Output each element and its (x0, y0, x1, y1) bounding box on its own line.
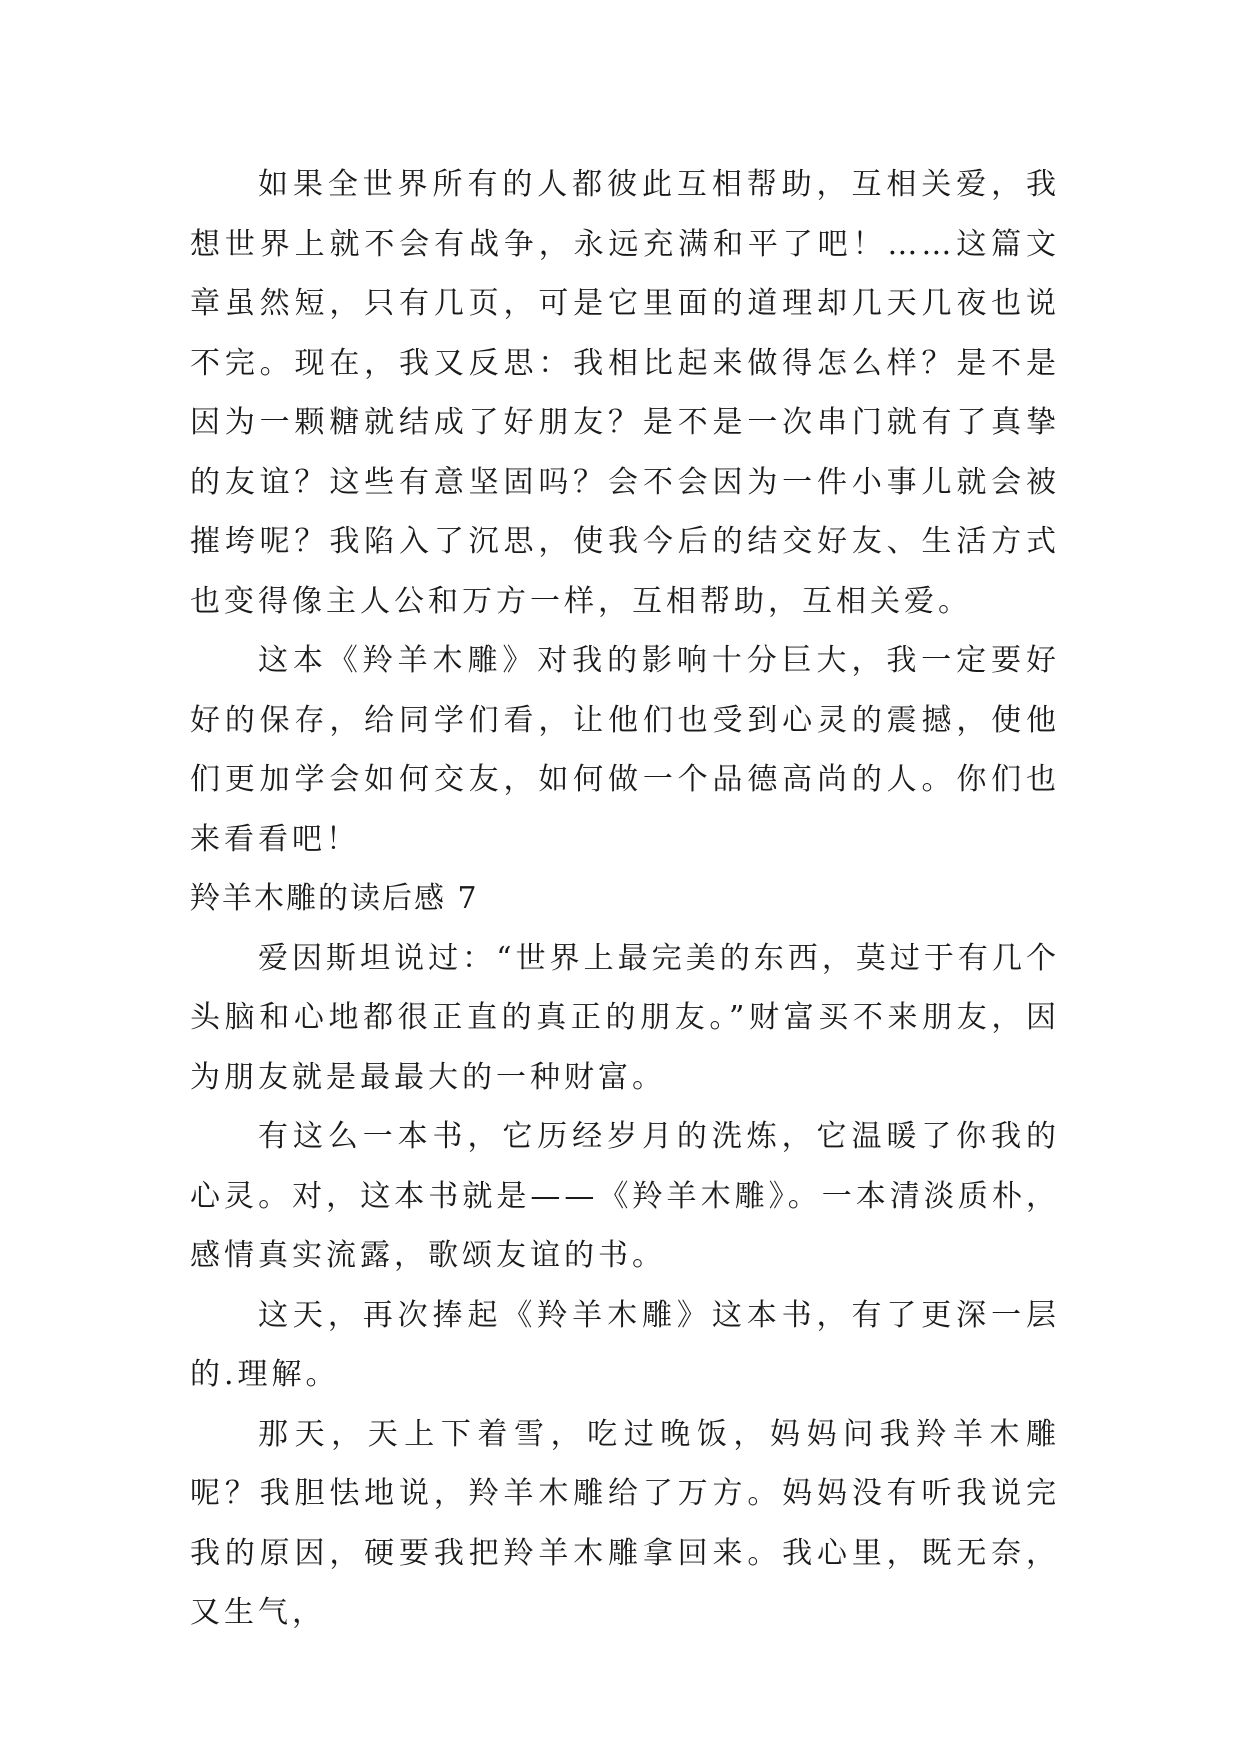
section-heading: 羚羊木雕的读后感 7 (190, 881, 479, 916)
document-body (190, 155, 1060, 1643)
paragraph: 如果全世界所有的人都彼此互相帮助，互相关爱，我想世界上就不会有战争，永远充满和平了吧！……这篇文章虽然短，只有几页，可是它里面的道理却几天几夜也说不完。现在，我又反思：我相比起来做得怎么样？是不是因为一颗糖就结成了好朋友？是不是一次串门就有了真挚的友谊？这些有意坚固吗？会不会因为一件小事儿就会被摧垮呢？我陷入了沉思，使我今后的结交好友、生活方式也变得像主人公和万方一样，互相帮助，互相关爱。 (190, 167, 1060, 619)
paragraph: 这天，再次捧起《羚羊木雕》这本书，有了更深一层的.理解。 (190, 1297, 1060, 1392)
paragraph: 这本《羚羊木雕》对我的影响十分巨大，我一定要好好的保存，给同学们看，让他们也受到心灵的震撼，使他们更加学会如何交友，如何做一个品德高尚的人。你们也来看看吧！ (190, 643, 1060, 857)
paragraph: 有这么一本书，它历经岁月的洗炼，它温暖了你我的心灵。对，这本书就是——《羚羊木雕》。一本清淡质朴，感情真实流露，歌颂友谊的书。 (190, 1119, 1060, 1273)
paragraph: 那天，天上下着雪，吃过晚饭，妈妈问我羚羊木雕呢？我胆怯地说，羚羊木雕给了万方。妈妈没有听我说完我的原因，硬要我把羚羊木雕拿回来。我心里，既无奈，又生气， (190, 1416, 1060, 1630)
paragraph: 爱因斯坦说过：“世界上最完美的东西，莫过于有几个头脑和心地都很正直的真正的朋友。”财富买不来朋友，因为朋友就是最最大的一种财富。 (190, 940, 1060, 1095)
